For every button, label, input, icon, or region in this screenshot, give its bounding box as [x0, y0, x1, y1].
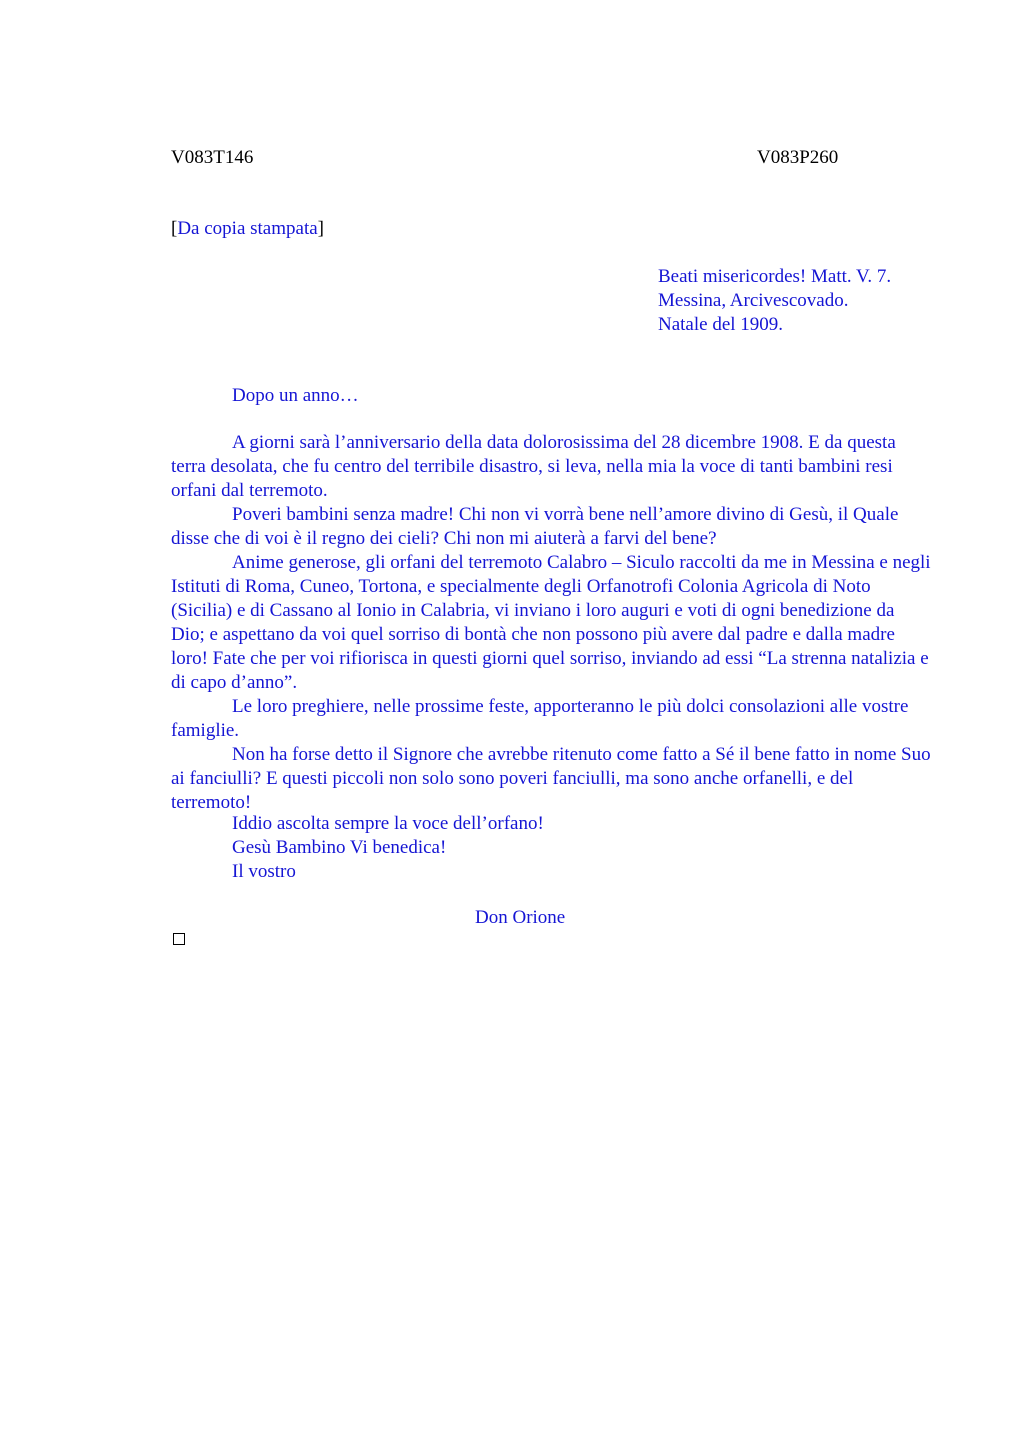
paragraph: Le loro preghiere, nelle prossime feste, apporteranno le più dolci consolazioni alle vostre famiglie. [171, 696, 909, 741]
epigraph-place: Messina, Arcivescovado. [658, 290, 849, 311]
source-bracket-close: ] [317, 218, 324, 239]
letter-title: Dopo un anno… [232, 385, 359, 406]
closing-line: Gesù Bambino Vi benedica! [232, 837, 447, 858]
closing-lines [232, 812, 544, 884]
letter-body [171, 431, 931, 815]
source-note-text: Da copia stampata [177, 218, 318, 239]
paragraph: Anime generose, gli orfani del terremoto Calabro – Siculo raccolti da me in Messina e negli Istituti di Roma, Cuneo, Tortona, e specialmente degli Orfanotrofi Colonia Agricola di Noto (Sicilia) e di Cassano al Ionio in Calabria, vi inviano i loro auguri e voti di ogni benedizione da Dio; e aspettano da voi quel sorriso di bontà che non possono più avere dal padre e dalla madre loro! Fate che per voi rifiorisca in questi giorni quel sorriso, inviando ad essi “La strenna natalizia e di capo d’anno”. [171, 552, 931, 693]
closing-line: Il vostro [232, 861, 296, 882]
document-code-left: V083T146 [171, 147, 254, 168]
paragraph: Non ha forse detto il Signore che avrebbe ritenuto come fatto a Sé il bene fatto in nome Suo ai fanciulli? E questi piccoli non solo sono poveri fanciulli, ma sono anche orfanelli, e del terremoto! [171, 744, 931, 813]
epigraph [658, 265, 891, 337]
signature: Don Orione [475, 907, 566, 928]
source-note [171, 217, 324, 241]
source-bracket-open: [ [171, 218, 178, 239]
epigraph-quote: Beati misericordes! Matt. V. 7. [658, 266, 892, 287]
epigraph-date: Natale del 1909. [658, 314, 784, 335]
end-of-document-box-icon [173, 933, 185, 945]
closing-line: Iddio ascolta sempre la voce dell’orfano! [232, 813, 544, 834]
document-code-right: V083P260 [757, 147, 839, 168]
paragraph: Poveri bambini senza madre! Chi non vi vorrà bene nell’amore divino di Gesù, il Quale disse che di voi è il regno dei cieli? Chi non mi aiuterà a farvi del bene? [171, 504, 899, 549]
paragraph: A giorni sarà l’anniversario della data dolorosissima del 28 dicembre 1908. E da questa terra desolata, che fu centro del terribile disastro, si leva, nella mia la voce di tanti bambini resi orfani dal terremoto. [171, 432, 896, 501]
